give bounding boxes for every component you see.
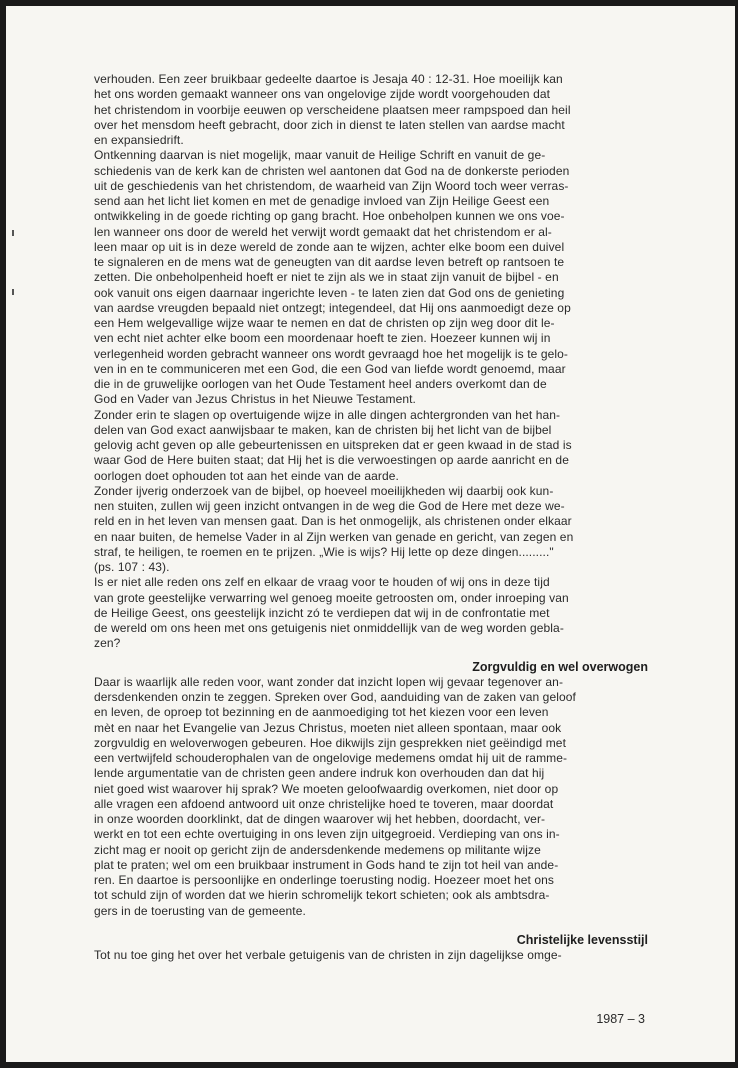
text-line: van grote geestelijke verwarring wel genoeg moeite getroosten om, onder inroeping van [94,590,569,605]
text-line: zen? [94,636,121,651]
text-line: len wanneer ons door de wereld het verwijt wordt gemaakt dat het christendom er al- [94,224,552,239]
text-line: leen maar op uit is in deze wereld de zonde aan te wijzen, achter elke boom een duivel [94,239,565,254]
text-line: God en Vader van Jezus Christus in het Nieuwe Testament. [94,392,416,407]
text-line: werkt en tot een echte overtuiging in ons leven zijn uitgegroeid. Verdieping van ons in- [94,827,560,842]
text-line: zorgvuldig en weloverwogen gebeuren. Hoe dikwijls zijn gesprekken niet geëindigd met [94,735,567,750]
margin-mark [12,289,14,295]
text-line: en naar buiten, de hemelse Vader in al Zijn werken van genade en gericht, van zegen en [94,529,574,544]
text-line: ook vanuit ons eigen daarnaar ingerichte leven - te laten zien dat God ons de genieting [94,285,565,300]
text-line: een vertwijfeld schouderophalen van de ongelovige medemens omdat hij uit de ramme- [94,751,568,765]
page-number: 1987 – 3 [596,1012,645,1026]
section-heading-levensstijl: Christelijke levensstijl [516,932,648,947]
text-line: verlegenheid worden gebracht wanneer ons wordt gevraagd hoe het mogelijk is te gelo- [94,346,569,361]
text-line: straf, te heiligen, te roemen en te prijzen. „Wie is wijs? Hij lette op deze dingen........." [94,544,554,559]
text-line: gelovig acht geven op alle gebeurtenissen en uitspreken dat er geen kwaad in de stad is [94,438,572,452]
text-line: plat te praten; wel om een bruikbaar instrument in Gods hand te zijn tot heil van ande- [94,857,559,872]
document-page [6,6,735,1062]
text-line: tot schuld zijn of worden dat we hierin schromelijk tekort schieten; ook als ambtsdra- [94,888,550,903]
section-1-body [94,72,648,652]
text-line: zetten. Die onbeholpenheid hoeft er niet te zijn als we in staat zijn vanuit de bijbel - en [94,270,559,285]
text-line: alle vragen een afdoend antwoord uit onze christelijke hoed te toveren, maar doordat [94,796,554,811]
text-line: uit de geschiedenis van het christendom, de waarheid van Zijn Woord toch weer verras- [94,178,569,193]
text-line: ren. En daartoe is persoonlijke en onderlinge toerusting nodig. Hoezeer moet het ons [94,873,555,887]
text-line: (ps. 107 : 43). [94,560,170,574]
text-line: een Hem welgevallige wijze waar te nemen en dat de christen op zijn weg door dit le- [94,316,555,330]
text-line: reld en in het leven van mensen gaat. Dan is het onmogelijk, als christenen onder elkaar [94,514,572,529]
text-column [94,72,648,963]
text-line: schiedenis van de kerk kan de christen wel aantonen dat God na de donkerste perioden [94,163,570,178]
text-line: dersdenkenden onzin te zeggen. Spreken over God, aanduiding van de zaken van geloof [94,690,576,704]
text-line: en leven, de oproep tot bezinning en de aanmoediging tot het kiezen voor een leven [94,705,549,720]
text-line: het ons worden gemaakt wanneer ons van ongelovige zijde wordt voorgehouden dat [94,87,551,102]
text-line: nen stuiten, zullen wij geen inzicht ontvangen in de weg die God de Here met deze we- [94,499,565,513]
text-line: over het mensdom heeft gebracht, door zich in dienst te laten stellen van aardse macht [94,117,565,132]
text-line: ven in en te communiceren met een God, die een God van liefde wordt genoemd, maar [94,361,566,376]
text-line: niet goed wist waarover hij sprak? We moeten geloofwaardig overkomen, niet door op [94,781,559,796]
text-line: die in de gruwelijke oorlogen van het Oude Testament heel anders overkomt dan de [94,377,547,391]
margin-mark [12,230,14,236]
text-line: Zonder ijverig onderzoek van de bijbel, op hoeveel moeilijkheden wij daarbij ook kun- [94,483,554,498]
text-line: Zonder erin te slagen op overtuigende wijze in alle dingen achtergronden van het han- [94,407,561,422]
text-line: het christendom in voorbije eeuwen op verscheidene plaatsen meer rampspoed dan heil [94,102,571,117]
text-line: de wereld om ons heen met ons getuigenis niet onmiddellijk van de weg worden gebla- [94,621,564,635]
text-line: mèt en naar het Evangelie van Jezus Christus, moeten niet alleen spontaan, maar ook [94,720,562,735]
section-2-body [94,675,648,919]
text-line: te signaleren en de mens wat de geneugten van dit aardse leven betreft op rantsoen te [94,255,565,269]
text-line: lende argumentatie van de christen geen andere indruk kon overhouden dan dat hij [94,766,545,781]
text-line: en expansiedrift. [94,133,184,147]
text-line: send aan het licht liet komen en met de genadige invloed van Zijn Heilige Geest een [94,194,550,208]
text-line: ven echt niet achter elke boom een moordenaar hoeft te zien. Hoezeer kunnen wij in [94,331,551,346]
text-line: Is er niet alle reden ons zelf en elkaar de vraag voor te houden of wij ons in deze tijd [94,575,550,590]
text-line: verhouden. Een zeer bruikbaar gedeelte daartoe is Jesaja 40 : 12-31. Hoe moeilijk kan [94,72,563,86]
text-line: ontwikkeling in de goede richting op gang bracht. Hoe onbeholpen kunnen we ons voe- [94,209,565,224]
text-line: gers in de toerusting van de gemeente. [94,903,306,918]
text-line: van aardse vreugden bepaald niet ontzegt; integendeel, dat Hij ons aanmoedigt deze op [94,300,571,315]
text-line: zicht mag er nooit op gericht zijn de andersdenkende medemens op militante wijze [94,842,541,857]
text-line: waar God de Here buiten staat; dat Hij het is die verwoestingen op aarde aanricht en de [94,453,569,468]
section-3-body [94,948,648,963]
text-line: Ontkenning daarvan is niet mogelijk, maar vanuit de Heilige Schrift en vanuit de ge- [94,148,546,163]
text-line: in onze woorden doorklinkt, dat de dingen waarover wij het hebben, doordacht, ver- [94,812,546,826]
text-line: Tot nu toe ging het over het verbale getuigenis van de christen in zijn dagelijkse omge- [94,948,562,962]
text-line: delen van God exact aanwijsbaar te maken, kan de christen bij het licht van de bijbel [94,422,552,437]
section-heading-zorgvuldig: Zorgvuldig en wel overwogen [472,659,648,674]
text-line: de Heilige Geest, ons geestelijk inzicht zó te verdiepen dat wij in de confrontatie met [94,605,550,620]
text-line: Daar is waarlijk alle reden voor, want zonder dat inzicht lopen wij gevaar tegenover an- [94,674,564,689]
text-line: oorlogen doet ophouden tot aan het einde van de aarde. [94,468,399,483]
